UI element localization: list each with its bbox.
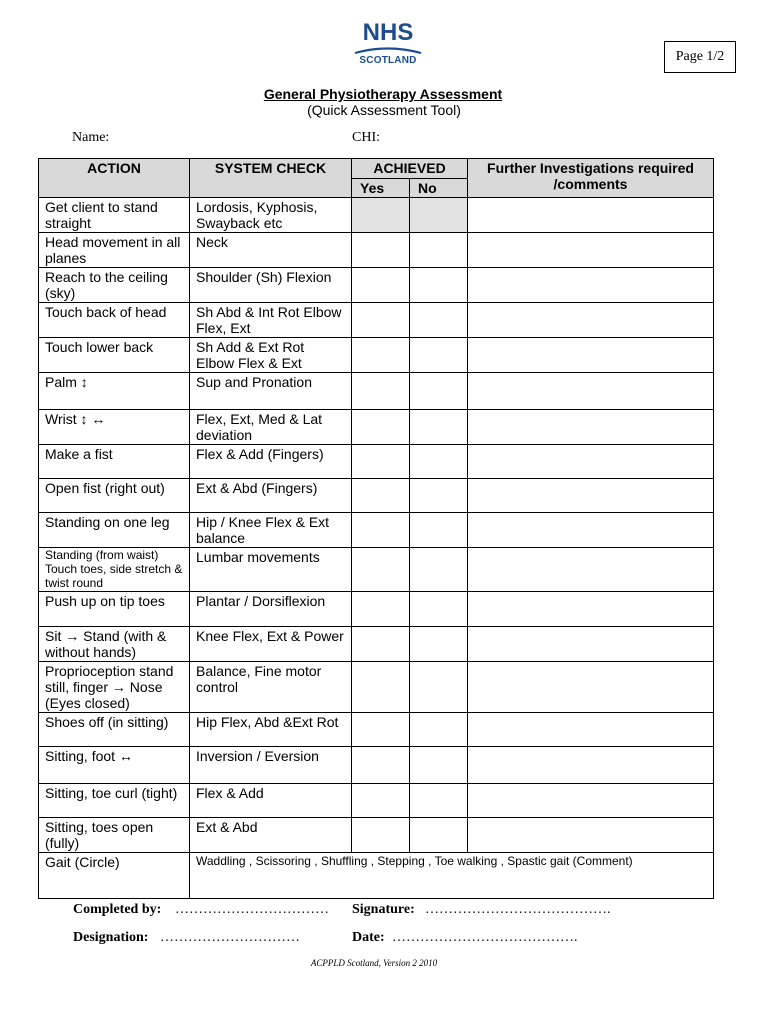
yes-cell[interactable] [352,303,410,338]
signature-label: Signature: [352,902,415,917]
yes-cell[interactable] [352,513,410,548]
system-check-cell: Flex & Add (Fingers) [190,445,352,479]
yes-cell[interactable] [352,233,410,268]
yes-cell[interactable] [352,662,410,713]
no-cell[interactable] [410,747,468,784]
table-row [39,303,714,338]
header-no: No [410,179,468,198]
table-row [39,548,714,592]
system-check-cell: Inversion / Eversion [190,747,352,784]
header-yes: Yes [352,179,410,198]
yes-cell[interactable] [352,592,410,627]
comments-cell[interactable] [468,338,714,373]
no-cell[interactable] [410,233,468,268]
no-cell[interactable] [410,627,468,662]
action-cell: Sit → Stand (with & without hands) [39,627,190,662]
action-cell: Reach to the ceiling (sky) [39,268,190,303]
page-number-box: Page 1/2 [664,41,736,73]
system-check-cell: Knee Flex, Ext & Power [190,627,352,662]
yes-cell[interactable] [352,445,410,479]
no-cell[interactable] [410,592,468,627]
table-row [39,198,714,233]
action-cell: Open fist (right out) [39,479,190,513]
action-cell: Touch lower back [39,338,190,373]
logo-swoosh-icon [353,46,423,55]
action-cell: Get client to stand straight [39,198,190,233]
table-row [39,479,714,513]
no-cell[interactable] [410,338,468,373]
completed-by-label: Completed by: [73,902,162,917]
yes-cell[interactable] [352,268,410,303]
system-check-cell: Flex & Add [190,784,352,818]
action-cell: Sitting, foot ↔ [39,747,190,784]
action-cell: Gait (Circle) [39,853,190,899]
system-check-cell: Shoulder (Sh) Flexion [190,268,352,303]
action-cell: Standing on one leg [39,513,190,548]
no-cell[interactable] [410,410,468,445]
action-cell: Head movement in all planes [39,233,190,268]
system-check-cell: Lordosis, Kyphosis, Swayback etc [190,198,352,233]
designation-field[interactable]: ………………………… [160,930,300,945]
comments-cell[interactable] [468,747,714,784]
no-cell[interactable] [410,713,468,747]
action-cell: Wrist ↕ ↔ [39,410,190,445]
yes-cell[interactable] [352,747,410,784]
comments-cell[interactable] [468,592,714,627]
system-check-cell: Balance, Fine motor control [190,662,352,713]
table-row [39,713,714,747]
date-label: Date: [352,930,385,945]
header-action: ACTION [39,159,190,198]
system-check-cell: Sh Add & Ext Rot Elbow Flex & Ext [190,338,352,373]
comments-cell[interactable] [468,373,714,410]
signature-field[interactable]: …………………………………. [425,902,611,917]
yes-cell[interactable] [352,338,410,373]
table-row [39,338,714,373]
comments-cell[interactable] [468,445,714,479]
page-title: General Physiotherapy Assessment [263,86,503,102]
action-cell: Standing (from waist) Touch toes, side stretch & twist round [39,548,190,592]
system-check-cell: Ext & Abd (Fingers) [190,479,352,513]
yes-cell[interactable] [352,784,410,818]
yes-cell[interactable] [352,548,410,592]
table-row [39,268,714,303]
system-check-cell: Lumbar movements [190,548,352,592]
comments-cell[interactable] [468,548,714,592]
no-cell[interactable] [410,198,468,233]
header-further-investigations: Further Investigations required /comments [468,159,714,198]
action-cell: Make a fist [39,445,190,479]
nhs-scotland-logo [349,20,427,76]
table-row [39,373,714,410]
comments-cell[interactable] [468,268,714,303]
comments-cell[interactable] [468,198,714,233]
system-check-cell: Ext & Abd [190,818,352,853]
comments-cell[interactable] [468,818,714,853]
action-cell: Proprioception stand still, finger → Nose (Eyes closed) [39,662,190,713]
chi-label: CHI: [352,130,380,145]
no-cell[interactable] [410,548,468,592]
table-row [39,818,714,853]
system-check-cell: Hip Flex, Abd &Ext Rot [190,713,352,747]
action-cell: Touch back of head [39,303,190,338]
comments-cell[interactable] [468,479,714,513]
table-row [39,662,714,713]
system-check-cell: Neck [190,233,352,268]
system-check-cell: Plantar / Dorsiflexion [190,592,352,627]
no-cell[interactable] [410,818,468,853]
comments-cell[interactable] [468,233,714,268]
yes-cell[interactable] [352,713,410,747]
table-row [39,445,714,479]
table-row [39,410,714,445]
comments-cell[interactable] [468,513,714,548]
table-row [39,747,714,784]
designation-label: Designation: [73,930,149,945]
completed-by-field[interactable]: …………………………… [175,902,329,917]
action-cell: Sitting, toes open (fully) [39,818,190,853]
logo-text-scotland: SCOTLAND [359,55,417,66]
yes-cell[interactable] [352,627,410,662]
no-cell[interactable] [410,268,468,303]
no-cell[interactable] [410,479,468,513]
action-cell: Palm ↕ [39,373,190,410]
no-cell[interactable] [410,662,468,713]
no-cell[interactable] [410,445,468,479]
table-row [39,233,714,268]
comments-cell[interactable] [468,662,714,713]
version-note: ACPPLD Scotland, Version 2 2010 [310,958,438,968]
assessment-table [38,158,714,899]
system-check-cell: Hip / Knee Flex & Ext balance [190,513,352,548]
table-row [39,592,714,627]
table-row [39,627,714,662]
comments-cell[interactable] [468,627,714,662]
no-cell[interactable] [410,784,468,818]
comments-cell[interactable] [468,410,714,445]
system-check-cell: Sh Abd & Int Rot Elbow Flex, Ext [190,303,352,338]
action-cell: Sitting, toe curl (tight) [39,784,190,818]
no-cell[interactable] [410,303,468,338]
table-row [39,513,714,548]
gait-types-cell: Waddling , Scissoring , Shuffling , Stepping , Toe walking , Spastic gait (Comment) [190,853,714,899]
yes-cell[interactable] [352,373,410,410]
yes-cell[interactable] [352,818,410,853]
no-cell[interactable] [410,373,468,410]
yes-cell[interactable] [352,479,410,513]
header-achieved: ACHIEVED [352,159,468,179]
date-field[interactable]: …………………………………. [392,930,578,945]
comments-cell[interactable] [468,303,714,338]
system-check-cell: Sup and Pronation [190,373,352,410]
yes-cell[interactable] [352,198,410,233]
header-system-check: SYSTEM CHECK [190,159,352,198]
table-row [39,853,714,899]
logo-text-nhs: NHS [362,19,414,46]
name-label: Name: [72,130,110,145]
action-cell: Shoes off (in sitting) [39,713,190,747]
no-cell[interactable] [410,513,468,548]
yes-cell[interactable] [352,410,410,445]
comments-cell[interactable] [468,713,714,747]
system-check-cell: Flex, Ext, Med & Lat deviation [190,410,352,445]
page-subtitle: (Quick Assessment Tool) [307,102,461,118]
comments-cell[interactable] [468,784,714,818]
table-row [39,784,714,818]
action-cell: Push up on tip toes [39,592,190,627]
